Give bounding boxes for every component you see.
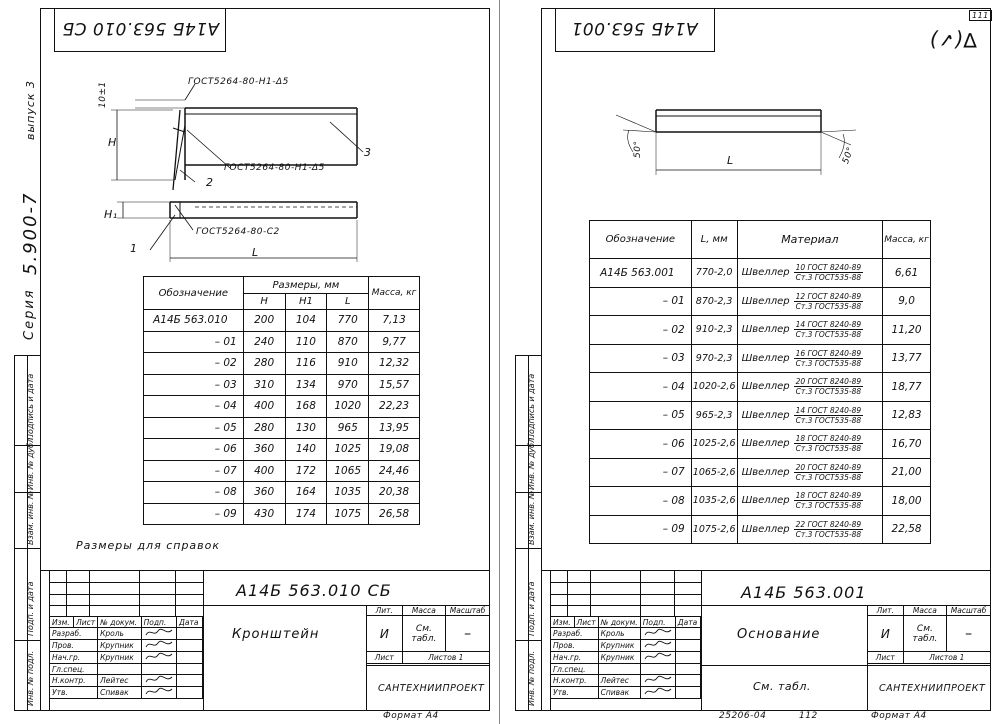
- cell-value: 1025: [327, 439, 369, 461]
- stamp-signature: [141, 675, 176, 687]
- left-size-table: [143, 276, 420, 525]
- angle-left: 50°: [633, 140, 643, 158]
- r-lit-label: Лит.: [868, 606, 904, 616]
- material-steel: Ст.3 ГОСТ535-88: [795, 358, 862, 368]
- cell-value: 110: [285, 331, 327, 353]
- cell-value: 15,57: [369, 374, 420, 396]
- cell-value: 200: [243, 310, 285, 332]
- stamp-date: [177, 652, 203, 664]
- dim-L: L: [252, 246, 259, 259]
- position-3: 3: [364, 146, 372, 159]
- material-profile: 10 ГОСТ 8240-89: [794, 263, 864, 273]
- bottom-code: 25206-04: [719, 711, 767, 721]
- sheet-label: Лист: [367, 652, 403, 664]
- cell-material: [737, 259, 883, 288]
- stamp-role: Нач.гр.: [50, 652, 98, 664]
- left-title-name: Кронштейн: [232, 627, 320, 642]
- table-row: [590, 401, 931, 430]
- table-row: [590, 487, 931, 516]
- stamp-person: Спивак: [98, 687, 142, 699]
- stamp-row: [50, 675, 203, 687]
- base-drawing: [611, 100, 861, 185]
- stamp-role: Гл.спец.: [50, 664, 98, 675]
- table-row: [590, 259, 931, 288]
- material-name: Швеллер: [741, 295, 790, 307]
- material-steel: Ст.3 ГОСТ535-88: [795, 273, 862, 283]
- cell-value: 174: [285, 503, 327, 525]
- stamp-person: Лейтес: [98, 675, 142, 687]
- stamp-person: Крупник: [598, 640, 640, 652]
- weld-callout-2: ГОСТ5264-80-Н1-Δ5: [224, 163, 325, 173]
- right-dim-L: L: [727, 154, 734, 167]
- stamp-role: Разраб.: [50, 628, 98, 640]
- cell-value: 168: [285, 396, 327, 418]
- right-lit-table: [867, 605, 991, 664]
- stamp-header-cell: Изм.: [551, 617, 575, 628]
- table-row: [144, 503, 420, 525]
- stamp-role: Гл.спец.: [551, 664, 599, 675]
- left-lit-table: [366, 605, 490, 664]
- right-format: Формат А4: [871, 711, 927, 721]
- left-org: САНТЕХНИИПРОЕКТ: [378, 683, 485, 694]
- stamp-role: Нач.гр.: [551, 652, 599, 664]
- cell-designation: – 07: [590, 458, 692, 487]
- material-profile: 20 ГОСТ 8240-89: [794, 377, 864, 387]
- stamp-date: [675, 640, 700, 652]
- cell-value: 870: [327, 331, 369, 353]
- cell-value: 22,23: [369, 396, 420, 418]
- cell-value: 134: [285, 374, 327, 396]
- table-row: [144, 331, 420, 353]
- cell-value: 9,77: [369, 331, 420, 353]
- cell-material: [737, 373, 883, 402]
- r-scale-value: –: [947, 616, 991, 652]
- table-row: [590, 373, 931, 402]
- cell-mass: 22,58: [883, 515, 931, 544]
- cell-value: 164: [285, 482, 327, 504]
- stamp-signature: [640, 652, 675, 664]
- stamp-person: Спивак: [598, 687, 640, 699]
- cell-designation: – 06: [590, 430, 692, 459]
- stamp-signature: [141, 664, 176, 675]
- r-strip-label-repl-inv: Взам. инв. №: [527, 490, 536, 545]
- stamp-header-cell: Лист: [74, 617, 98, 628]
- material-profile: 20 ГОСТ 8240-89: [794, 463, 864, 473]
- cell-designation: – 04: [144, 396, 244, 418]
- stamp-person: Лейтес: [598, 675, 640, 687]
- cell-value: 7,13: [369, 310, 420, 332]
- cell-value: 280: [243, 353, 285, 375]
- cell-designation: – 07: [144, 460, 244, 482]
- cell-length: 970-2,3: [691, 344, 737, 373]
- cell-mass: 13,77: [883, 344, 931, 373]
- cell-value: 1075: [327, 503, 369, 525]
- sheet-number: 111: [969, 10, 992, 21]
- table-row: [144, 460, 420, 482]
- cell-value: 970: [327, 374, 369, 396]
- left-title-code: А14Б 563.010 СБ: [236, 581, 392, 600]
- right-title-name: Основание: [737, 627, 821, 642]
- r-col-mass: Масса, кг: [883, 221, 931, 259]
- stamp-date: [675, 675, 700, 687]
- stamp-person: Кроль: [98, 628, 142, 640]
- cell-material: [737, 316, 883, 345]
- cell-value: 430: [243, 503, 285, 525]
- stamp-role: Утв.: [50, 687, 98, 699]
- strip-label-sign-date: Подпись и дата: [26, 373, 35, 440]
- col-H1: Н1: [285, 294, 327, 310]
- table-row: [590, 316, 931, 345]
- cell-designation: – 02: [590, 316, 692, 345]
- lit-label: Лит.: [367, 606, 403, 616]
- stamp-signature: [141, 652, 176, 664]
- stamp-row: [551, 652, 701, 664]
- cell-value: 310: [243, 374, 285, 396]
- cell-value: 1020: [327, 396, 369, 418]
- cell-value: 360: [243, 482, 285, 504]
- dim-H: Н: [108, 136, 117, 149]
- stamp-header-cell: № докум.: [98, 617, 142, 628]
- angle-right: 50°: [841, 145, 857, 166]
- right-stamp-grid: [550, 616, 701, 699]
- stamp-row: [50, 640, 203, 652]
- cell-material: [737, 344, 883, 373]
- cell-mass: 6,61: [883, 259, 931, 288]
- cell-length: 1065-2,6: [691, 458, 737, 487]
- cell-value: 400: [243, 460, 285, 482]
- material-steel: Ст.3 ГОСТ535-88: [795, 444, 862, 454]
- stamp-signature: [640, 628, 675, 640]
- r-mass-value: См. табл.: [903, 616, 947, 652]
- cell-mass: 18,00: [883, 487, 931, 516]
- stamp-header-cell: Дата: [675, 617, 700, 628]
- scale-value: –: [446, 616, 490, 652]
- cell-value: 240: [243, 331, 285, 353]
- stamp-date: [675, 664, 700, 675]
- material-profile: 14 ГОСТ 8240-89: [794, 320, 864, 330]
- cell-mass: 9,0: [883, 287, 931, 316]
- cell-designation: – 01: [144, 331, 244, 353]
- strip-label-sign-date2: Подп. и дата: [26, 581, 35, 636]
- table-row: [590, 458, 931, 487]
- stamp-person: Крупник: [98, 652, 142, 664]
- material-name: Швеллер: [741, 523, 790, 535]
- r-col-L: L, мм: [691, 221, 737, 259]
- cell-designation: – 09: [144, 503, 244, 525]
- material-steel: Ст.3 ГОСТ535-88: [795, 529, 862, 539]
- material-profile: 18 ГОСТ 8240-89: [794, 434, 864, 444]
- weld-callout-3: ГОСТ5264-80-С2: [196, 227, 280, 237]
- r-scale-label: Масштаб: [947, 606, 991, 616]
- r-col-designation: Обозначение: [590, 221, 692, 259]
- cell-designation: – 03: [144, 374, 244, 396]
- cell-designation: – 04: [590, 373, 692, 402]
- lit-value: И: [367, 616, 403, 652]
- material-profile: 22 ГОСТ 8240-89: [794, 520, 864, 530]
- cell-material: [737, 458, 883, 487]
- strip-label-orig-inv: Инв. № подл.: [26, 650, 35, 706]
- table-row: [590, 515, 931, 544]
- stamp-date: [675, 687, 700, 699]
- cell-value: 24,46: [369, 460, 420, 482]
- stamp-header-cell: Изм.: [50, 617, 74, 628]
- cell-value: 20,38: [369, 482, 420, 504]
- stamp-date: [177, 640, 203, 652]
- r-mass-label: Масса: [903, 606, 947, 616]
- stamp-signature: [640, 640, 675, 652]
- table-row: [590, 430, 931, 459]
- stamp-row: [551, 640, 701, 652]
- table-row: [144, 396, 420, 418]
- table-row: [590, 287, 931, 316]
- bottom-num: 112: [799, 711, 818, 721]
- stamp-date: [675, 652, 700, 664]
- r-sheets-label: Листов 1: [903, 652, 990, 664]
- col-designation: Обозначение: [144, 277, 244, 310]
- cell-length: 870-2,3: [691, 287, 737, 316]
- stamp-row: [50, 664, 203, 675]
- stamp-signature: [141, 687, 176, 699]
- r-lit-value: И: [868, 616, 904, 652]
- table-row: [144, 310, 420, 332]
- left-top-code: А14Б 563.010 СБ: [62, 18, 220, 38]
- cell-value: 26,58: [369, 503, 420, 525]
- stamp-date: [177, 628, 203, 640]
- stamp-signature: [640, 664, 675, 675]
- stamp-role: Утв.: [551, 687, 599, 699]
- cell-value: 172: [285, 460, 327, 482]
- cell-value: 770: [327, 310, 369, 332]
- cell-mass: 16,70: [883, 430, 931, 459]
- cell-value: 280: [243, 417, 285, 439]
- stamp-date: [177, 675, 203, 687]
- table-row: [144, 353, 420, 375]
- stamp-header-cell: Подп.: [640, 617, 675, 628]
- cell-mass: 21,00: [883, 458, 931, 487]
- stamp-date: [177, 687, 203, 699]
- stamp-role: Н.контр.: [50, 675, 98, 687]
- cell-value: 140: [285, 439, 327, 461]
- cell-material: [737, 487, 883, 516]
- fold-line: [499, 0, 500, 724]
- cell-material: [737, 515, 883, 544]
- material-name: Швеллер: [741, 466, 790, 478]
- cell-designation: – 05: [590, 401, 692, 430]
- scale-label: Масштаб: [446, 606, 490, 616]
- cell-designation: – 05: [144, 417, 244, 439]
- cell-length: 770-2,0: [691, 259, 737, 288]
- r-col-material: Материал: [737, 221, 883, 259]
- cell-designation: – 08: [144, 482, 244, 504]
- table-row: [144, 374, 420, 396]
- stamp-role: Пров.: [551, 640, 599, 652]
- stamp-header-cell: Дата: [177, 617, 203, 628]
- cell-designation: – 09: [590, 515, 692, 544]
- cell-designation: – 03: [590, 344, 692, 373]
- stamp-person: [98, 664, 142, 675]
- cell-length: 1025-2,6: [691, 430, 737, 459]
- cell-designation: – 01: [590, 287, 692, 316]
- cell-value: 12,32: [369, 353, 420, 375]
- cell-value: 13,95: [369, 417, 420, 439]
- stamp-date: [177, 664, 203, 675]
- stamp-person: Кроль: [598, 628, 640, 640]
- series-label: Серия: [22, 288, 37, 340]
- strip-label-repl-inv: Взам. инв. №: [26, 490, 35, 545]
- col-H: Н: [243, 294, 285, 310]
- stamp-row: [551, 675, 701, 687]
- left-stamp-grid: [49, 616, 203, 699]
- cell-material: [737, 401, 883, 430]
- stamp-header-cell: Лист: [574, 617, 598, 628]
- r-strip-label-sign-date2: Подп. и дата: [527, 581, 536, 636]
- stamp-signature: [640, 675, 675, 687]
- material-profile: 16 ГОСТ 8240-89: [794, 349, 864, 359]
- col-sizes: Размеры, мм: [243, 277, 368, 294]
- stamp-role: Н.контр.: [551, 675, 599, 687]
- material-steel: Ст.3 ГОСТ535-88: [795, 472, 862, 482]
- dim-H1: Н₁: [104, 208, 118, 221]
- stamp-row: [551, 687, 701, 699]
- col-mass: Масса, кг: [369, 277, 420, 310]
- stamp-person: Крупник: [98, 640, 142, 652]
- cell-value: 360: [243, 439, 285, 461]
- left-sheet: [0, 0, 499, 724]
- cell-designation: – 06: [144, 439, 244, 461]
- stamp-date: [675, 628, 700, 640]
- material-steel: Ст.3 ГОСТ535-88: [795, 415, 862, 425]
- weld-callout-1: ГОСТ5264-80-Н1-Δ5: [188, 77, 289, 87]
- material-name: Швеллер: [741, 267, 790, 279]
- stamp-header-cell: № докум.: [598, 617, 640, 628]
- material-name: Швеллер: [741, 409, 790, 421]
- cell-length: 965-2,3: [691, 401, 737, 430]
- mass-value: См. табл.: [402, 616, 446, 652]
- cell-length: 910-2,3: [691, 316, 737, 345]
- roughness-mark: ∇(✓): [929, 28, 977, 52]
- cell-material: [737, 430, 883, 459]
- stamp-signature: [640, 687, 675, 699]
- material-steel: Ст.3 ГОСТ535-88: [795, 387, 862, 397]
- material-name: Швеллер: [741, 438, 790, 450]
- material-name: Швеллер: [741, 352, 790, 364]
- material-name: Швеллер: [741, 381, 790, 393]
- stamp-row: [50, 628, 203, 640]
- material-name: Швеллер: [741, 324, 790, 336]
- stamp-signature: [141, 628, 176, 640]
- right-title-code: А14Б 563.001: [741, 583, 867, 602]
- r-strip-label-sign-date: Подпись и дата: [527, 373, 536, 440]
- cell-mass: 18,77: [883, 373, 931, 402]
- cell-designation: – 08: [590, 487, 692, 516]
- col-L: L: [327, 294, 369, 310]
- material-steel: Ст.3 ГОСТ535-88: [795, 301, 862, 311]
- stamp-row: [50, 652, 203, 664]
- cell-length: 1020-2,6: [691, 373, 737, 402]
- right-material-table: [589, 220, 931, 544]
- mass-label: Масса: [402, 606, 446, 616]
- cell-mass: 11,20: [883, 316, 931, 345]
- cell-value: 1035: [327, 482, 369, 504]
- r-strip-label-orig-inv: Инв. № подл.: [527, 650, 536, 706]
- stamp-header-row: [551, 617, 701, 628]
- position-1: 1: [130, 242, 138, 255]
- cell-designation: – 02: [144, 353, 244, 375]
- cell-value: 19,08: [369, 439, 420, 461]
- cell-mass: 12,83: [883, 401, 931, 430]
- cell-value: 910: [327, 353, 369, 375]
- stamp-header-row: [50, 617, 203, 628]
- stamp-header-cell: Подп.: [141, 617, 176, 628]
- strip-label-dup-inv: Инв. № дубл.: [26, 435, 35, 490]
- stamp-row: [50, 687, 203, 699]
- issue-label: выпуск 3: [24, 79, 37, 140]
- cell-value: 116: [285, 353, 327, 375]
- dim-10: 10±1: [98, 81, 108, 108]
- table-row: [144, 439, 420, 461]
- stamp-person: [598, 664, 640, 675]
- cell-value: 130: [285, 417, 327, 439]
- right-top-code: А14Б 563.001: [571, 18, 698, 38]
- cell-value: 400: [243, 396, 285, 418]
- right-sheet: [501, 0, 1000, 724]
- series-number: 5.900-7: [20, 191, 41, 275]
- table-row: [144, 482, 420, 504]
- r-strip-label-dup-inv: Инв. № дубл.: [527, 435, 536, 490]
- right-org: САНТЕХНИИПРОЕКТ: [879, 683, 986, 694]
- material-name: Швеллер: [741, 495, 790, 507]
- material-profile: 12 ГОСТ 8240-89: [794, 292, 864, 302]
- left-format: Формат А4: [383, 711, 439, 721]
- cell-designation: А14Б 563.001: [590, 259, 692, 288]
- cell-value: 965: [327, 417, 369, 439]
- cell-length: 1035-2,6: [691, 487, 737, 516]
- stamp-row: [551, 664, 701, 675]
- r-sheet-label: Лист: [868, 652, 904, 664]
- material-steel: Ст.3 ГОСТ535-88: [795, 501, 862, 511]
- cell-value: 1065: [327, 460, 369, 482]
- position-2: 2: [206, 176, 214, 189]
- stamp-role: Разраб.: [551, 628, 599, 640]
- stamp-role: Пров.: [50, 640, 98, 652]
- table-row: [144, 417, 420, 439]
- material-steel: Ст.3 ГОСТ535-88: [795, 330, 862, 340]
- cell-designation: А14Б 563.010: [144, 310, 244, 332]
- material-profile: 14 ГОСТ 8240-89: [794, 406, 864, 416]
- reference-note: Размеры для справок: [76, 539, 221, 552]
- cell-length: 1075-2,6: [691, 515, 737, 544]
- right-title-material: См. табл.: [753, 680, 811, 693]
- stamp-row: [551, 628, 701, 640]
- cell-value: 104: [285, 310, 327, 332]
- table-row: [590, 344, 931, 373]
- sheets-label: Листов 1: [402, 652, 489, 664]
- stamp-person: Крупник: [598, 652, 640, 664]
- stamp-signature: [141, 640, 176, 652]
- cell-material: [737, 287, 883, 316]
- material-profile: 18 ГОСТ 8240-89: [794, 491, 864, 501]
